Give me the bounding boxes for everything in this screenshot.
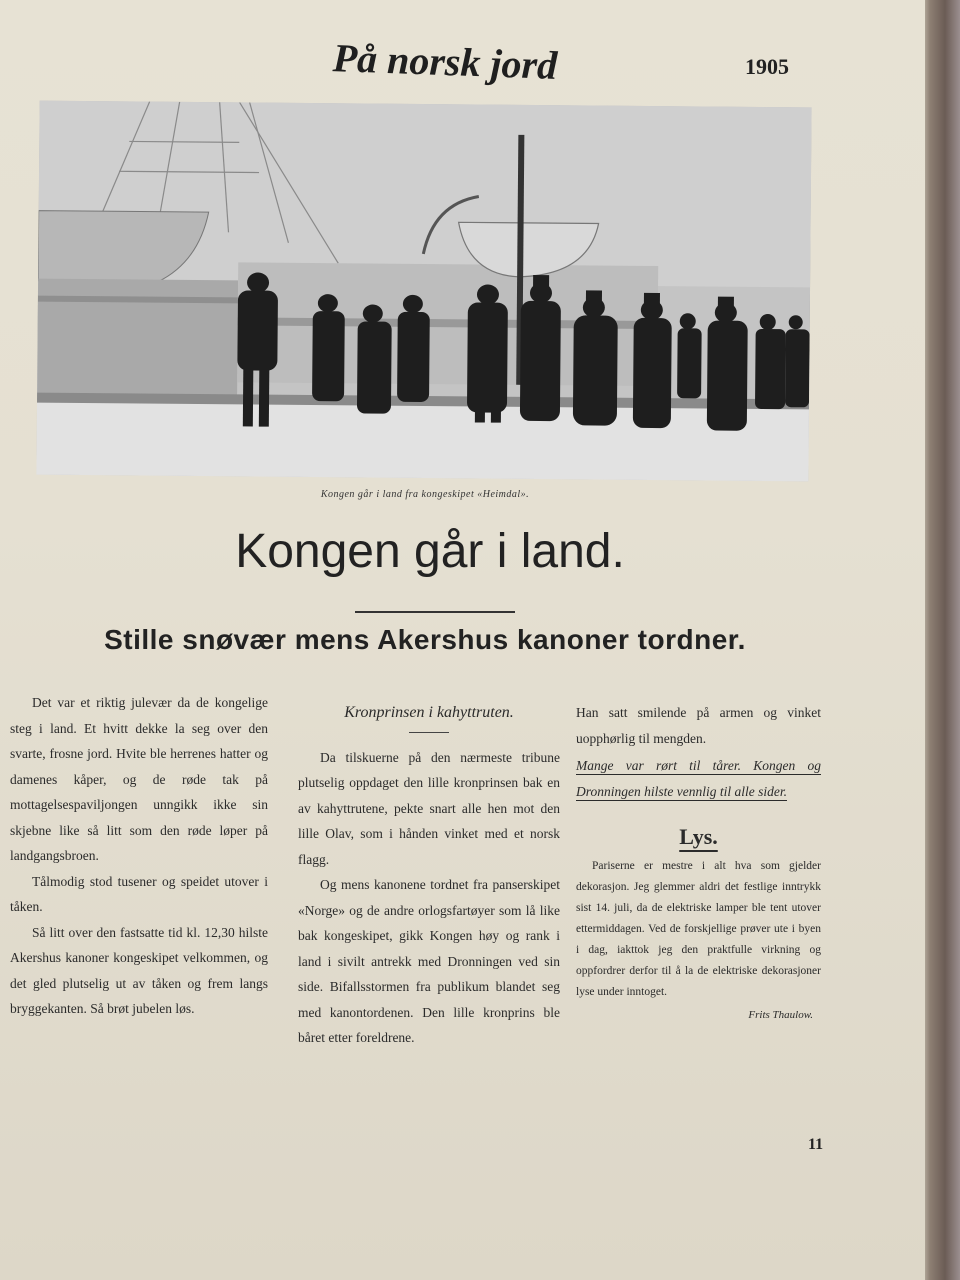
subheadline: Stille snøvær mens Akershus kanoner tordner.: [104, 624, 746, 655]
paragraph: Tålmodig stod tusener og speidet utover i tåken.: [10, 873, 268, 914]
article-column-1: [10, 690, 268, 1022]
photo-caption: Kongen går i land fra kongeskipet «Heimdal».: [320, 489, 530, 500]
paragraph: Da tilskuerne på den nærmeste tribune plutselig oppdaget den lille kronprinsen bak en av kahyttrutene, pekte snart alle hen mot den lille Olav, som i hånden vinket med et norsk flagg.: [298, 749, 560, 867]
column-heading-divider: [409, 732, 449, 733]
headline-divider: [355, 611, 515, 613]
paragraph: Og mens kanonene tordnet fra panserskipet «Norge» og de andre orlogsfartøyer som lå like bak kongeskipet, gikk Kongen høy og rank i land i sivilt antrekk med Dronningen ved sin side. Bifallsstormen fra publikum blandet seg med kanontordenen. Den lille kronprins ble båret etter foreldrene.: [298, 877, 560, 1045]
lys-box: [576, 856, 821, 1026]
underlined-paragraph: Mange var rørt til tårer. Kongen og Dronningen hilste vennlig til alle sider.: [576, 758, 821, 799]
paragraph: Han satt smilende på armen og vinket uopphørlig til mengden.: [576, 705, 821, 746]
paragraph: Det var et riktig julevær da de kongelige steg i land. Et hvitt dekke la seg over den svarte, frosne jord. Hvite ble herrenes hatter og damenes kåper, og de røde tak på mottagelsespaviljongen unngikk ikke sin skjebne like så litt som den røde løper på landgangsbroen.: [10, 695, 268, 863]
column-heading: Kronprinsen i kahyttruten.: [344, 704, 514, 721]
article-column-2: [298, 700, 560, 1051]
photo-illustration: [36, 101, 811, 482]
lys-paragraph: Pariserne er mestre i alt hva som gjelder dekorasjon. Jeg glemmer aldri det festlige inntrykk sist 14. juli, da de elektriske lamper ble tent utover ettermiddagen. Ved de forskjellige prøver ute i byen i dag, iakttok jeg den praktfulle virkning og oppfordrer derfor til å la de elektriske dekorasjoner lyse under inntoget.: [576, 859, 821, 998]
lys-heading: Lys.: [679, 824, 718, 849]
harbor-photo: [36, 101, 811, 482]
running-title: På norsk jord: [332, 35, 558, 88]
lys-signature: Frits Thaulow.: [748, 1008, 813, 1021]
paragraph: Så litt over den fastsatte tid kl. 12,30 hilste Akershus kanoner kongeskipet velkommen, og det gled plutselig ut av tåken og frem langs bryggekanten. Så brøt jubelen løs.: [10, 924, 268, 1016]
year-label: 1905: [745, 54, 789, 79]
headline: Kongen går i land.: [235, 525, 625, 578]
article-column-3: [576, 700, 821, 1026]
page-number: 11: [808, 1136, 824, 1153]
